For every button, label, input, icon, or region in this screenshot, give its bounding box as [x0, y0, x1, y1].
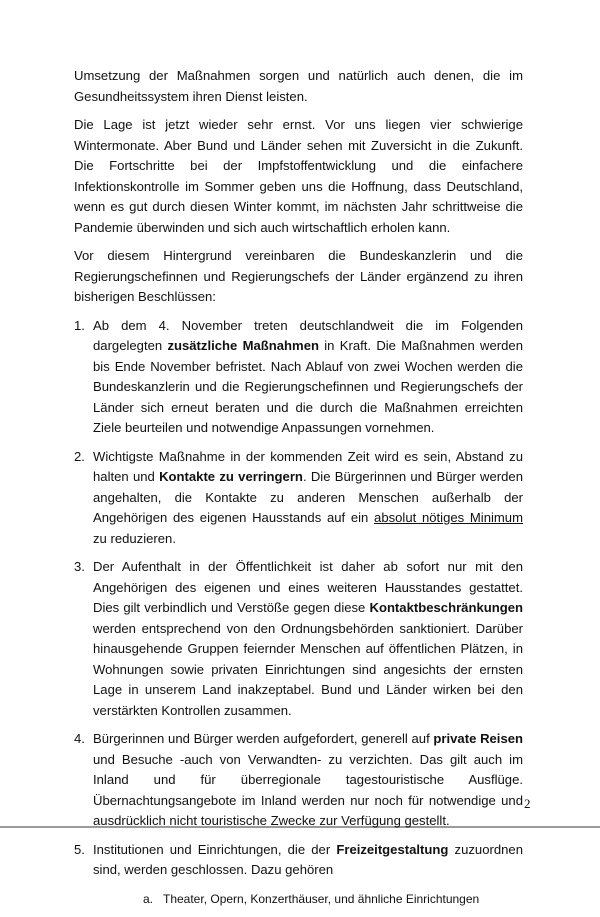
sub-list [93, 889, 523, 910]
list-number: 3. [74, 559, 85, 574]
item-text: . Die Bürgerinnen und Bürger werden angehalten, die Kontakte zu anderen Menschen außerhalb der Angehörigen des eigenen Hausstands auf ein [93, 469, 523, 525]
list-item-4 [74, 729, 523, 832]
item-text: Bürgerinnen und Bürger werden aufgefordert, generell auf [93, 731, 434, 746]
sub-list-letter: a. [143, 891, 154, 906]
list-item-5 [74, 840, 523, 910]
item-emphasis: zusätzliche Maßnahmen [167, 338, 319, 353]
intro-paragraph-1: Umsetzung der Maßnahmen sorgen und natürlich auch denen, die im Gesundheitssystem ihren Dienst leisten. [74, 68, 523, 104]
item-text: zu reduzieren. [93, 530, 176, 546]
item-emphasis: Freizeitgestaltung [336, 841, 449, 857]
item-text: in Kraft. Die Maßnahmen werden bis Ende November befristet. Nach Ablauf von zwei Wochen werden die Bundeskanzlerin und die Regierungschefinnen und Regierungschefs der Länder sich erneut beraten und die durch die Maßnahmen erreichten Ziele beurteilen und notwendige Anpassungen vornehmen. [93, 338, 523, 435]
item-text: Wichtigste Maßnahme in der kommenden Zeit wird es sein, Abstand zu halten und [93, 448, 523, 484]
item-text: werden entsprechend von den Ordnungsbehörden sanktioniert. Darüber hinausgehende Gruppen feiernder Menschen auf öffentlichen Plätzen, in Wohnungen sowie privaten Einrichtungen sind angesichts der ernsten Lage in unserem Land inakzeptabel. Bund und Länder wirken bei den verstärkten Kontrollen zusammen. [93, 620, 523, 718]
sub-list-item-a [93, 889, 523, 910]
list-number: 1. [74, 317, 85, 333]
page-number: 2 [524, 796, 531, 811]
item-underline: absolut nötiges Minimum [374, 510, 523, 525]
item-emphasis: Kontaktbeschränkungen [369, 600, 523, 615]
intro-paragraph-2: Die Lage ist jetzt wieder sehr ernst. Vor uns liegen vier schwierige Wintermonate. Aber Bund und Länder sehen mit Zuversicht in die Zukunft. Die Fortschritte bei der Impfstoffentwicklung und die einfachere Infektionskontrolle im Sommer geben uns die Hoffnung, dass Deutschland, wenn es gut durch diesen Winter kommt, im nächsten Jahr schrittweise die Pandemie überwinden und sich auch wirtschaftlich erholen kann. [74, 117, 523, 235]
list-number: 4. [74, 731, 85, 746]
item-text: und Besuche -auch von Verwandten- zu verzichten. Das gilt auch im Inland und für überregionale tagestouristische Ausflüge. Übernachtungsangebote im Inland werden nur noch für notwendige und ausdrücklich nicht touristische Zwecke zur Verfügung gestellt. [93, 751, 523, 828]
list-item-3 [74, 557, 523, 721]
item-text: Der Aufenthalt in der Öffentlichkeit ist daher ab sofort nur mit den Angehörigen des eigenen und eines weiteren Hausstandes gestattet. Dies gilt verbindlich und Verstöße gegen diese [93, 559, 523, 615]
list-number: 2. [74, 448, 85, 464]
item-text: zuzuordnen sind, werden geschlossen. Dazu gehören [93, 841, 523, 877]
list-item-2 [74, 447, 523, 550]
intro-paragraph-3: Vor diesem Hintergrund vereinbaren die Bundeskanzlerin und die Regierungschefinnen und Regierungschefs der Länder ergänzend zu ihren bisherigen Beschlüssen: [74, 248, 523, 304]
page-body [74, 66, 523, 917]
item-text: Ab dem 4. November treten deutschlandweit die im Folgenden dargelegten [93, 317, 523, 353]
item-emphasis: Kontakte zu verringern [159, 469, 303, 484]
measures-list [74, 316, 523, 910]
list-number: 5. [74, 841, 85, 857]
sub-item-text: Theater, Opern, Konzerthäuser, und ähnliche Einrichtungen [163, 891, 480, 906]
item-emphasis: private Reisen [433, 731, 524, 746]
list-item-1 [74, 316, 523, 439]
item-text: Institutionen und Einrichtungen, die der [93, 841, 337, 857]
